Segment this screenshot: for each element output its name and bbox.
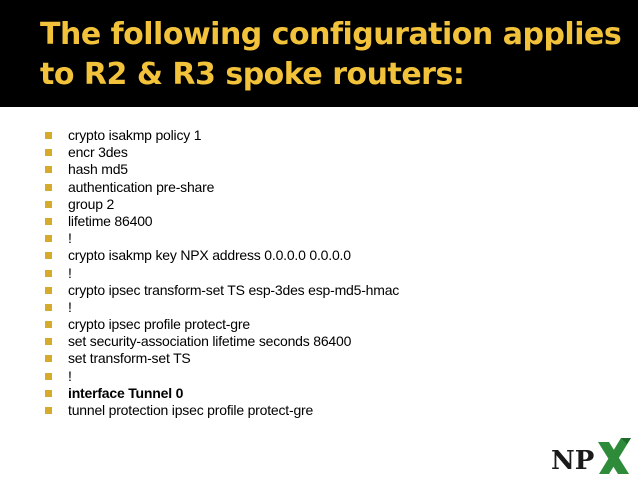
bullet-text: interface Tunnel 0 [68,384,184,401]
slide-title: The following configuration applies to R2 & R3 spoke routers: [40,17,622,92]
x-mark-icon [598,438,631,474]
bullet-item [45,299,399,316]
bullet-item [45,247,399,264]
bullet-text: crypto isakmp policy 1 [68,127,202,143]
bullet-square-icon [45,201,52,208]
bullet-item [45,282,399,299]
bullet-square-icon [45,321,52,328]
bullet-square-icon [45,149,52,156]
bullet-item [45,316,399,333]
bullet-square-icon [45,304,52,311]
bullet-square-icon [45,252,52,259]
bullet-item [45,161,399,178]
bullet-text: crypto ipsec transform-set TS esp-3des esp-md5-hmac [68,281,400,298]
bullet-text: lifetime 86400 [68,212,153,229]
bullet-item [45,385,399,402]
bullet-square-icon [45,355,52,362]
bullet-item [45,368,399,385]
bullet-square-icon [45,407,52,414]
bullet-text: set transform-set TS [68,350,191,367]
bullet-list [45,127,399,419]
title-bar [0,0,638,107]
bullet-item [45,230,399,247]
bullet-text: group 2 [68,195,115,212]
bullet-item [45,213,399,230]
bullet-text: ! [68,230,72,247]
bullet-square-icon [45,270,52,277]
svg-text:NP: NP [551,446,595,476]
bullet-square-icon [45,390,52,397]
bullet-square-icon [45,287,52,294]
bullet-text: hash md5 [68,161,128,178]
bullet-square-icon [45,132,52,139]
bullet-text: ! [68,264,72,281]
npx-logo [549,434,633,478]
bullet-square-icon [45,184,52,191]
bullet-item [45,127,399,144]
bullet-square-icon [45,373,52,380]
bullet-item [45,144,399,161]
bullet-item [45,265,399,282]
bullet-item [45,196,399,213]
bullet-text: set security-association lifetime seconds 86400 [68,333,352,350]
npx-logo-graphic [549,434,633,478]
bullet-item [45,333,399,350]
bullet-square-icon [45,235,52,242]
bullet-text: ! [68,367,72,384]
bullet-square-icon [45,218,52,225]
bullet-text: encr 3des [68,144,128,161]
bullet-text: ! [68,298,72,315]
bullet-square-icon [45,338,52,345]
bullet-text: tunnel protection ipsec profile protect-gre [68,402,314,418]
bullet-text: crypto ipsec profile protect-gre [68,316,250,333]
bullet-square-icon [45,166,52,173]
bullet-item [45,402,399,419]
bullet-text: crypto isakmp key NPX address 0.0.0.0 0.0.0.0 [68,247,351,264]
bullet-item [45,350,399,367]
bullet-text: authentication pre-share [68,178,215,195]
bullet-item [45,179,399,196]
